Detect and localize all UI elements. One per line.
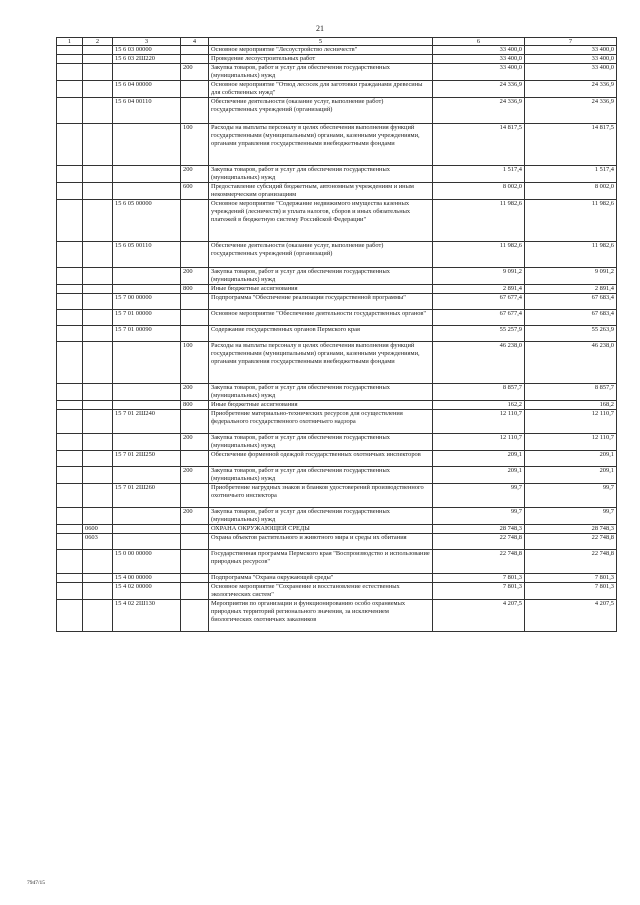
cell-expense-type: 200: [181, 467, 209, 484]
cell-amount-col-7: 46 238,0: [525, 342, 617, 384]
cell-col-1: [57, 583, 83, 600]
cell-amount-col-6: 11 982,6: [433, 200, 525, 242]
cell-amount-col-7: 8 857,7: [525, 384, 617, 401]
cell-description: Иные бюджетные ассигнования: [209, 401, 433, 410]
cell-expense-type: [181, 242, 209, 268]
cell-target-article: 15 6 03 2Ш220: [113, 55, 181, 64]
cell-amount-col-7: 99,7: [525, 484, 617, 508]
cell-amount-col-6: 28 748,3: [433, 525, 525, 534]
cell-expense-type: [181, 98, 209, 124]
table-row: [57, 124, 617, 166]
cell-section-code: [83, 285, 113, 294]
cell-col-1: [57, 285, 83, 294]
cell-section-code: [83, 451, 113, 467]
cell-target-article: 15 6 04 00000: [113, 81, 181, 98]
cell-section-code: [83, 200, 113, 242]
budget-table: [56, 37, 617, 632]
cell-description: Обеспечение деятельности (оказание услуг, выполнение работ) государственных учреждений (организаций): [209, 242, 433, 268]
cell-target-article: [113, 285, 181, 294]
cell-amount-col-6: 162,2: [433, 401, 525, 410]
cell-col-1: [57, 183, 83, 200]
cell-amount-col-7: 209,1: [525, 451, 617, 467]
cell-target-article: 15 6 05 00000: [113, 200, 181, 242]
cell-target-article: [113, 342, 181, 384]
cell-amount-col-7: 7 801,3: [525, 574, 617, 583]
table-row: [57, 55, 617, 64]
cell-description: Основное мероприятие "Отвод лесосек для заготовки гражданами древесины для собственных нужд": [209, 81, 433, 98]
cell-col-1: [57, 268, 83, 285]
cell-description: Мероприятия по организации и функционированию особо охраняемых природных территорий регионального значения, за исключением биологических охотничьих заказников: [209, 600, 433, 632]
cell-expense-type: [181, 525, 209, 534]
column-number-row: [57, 38, 617, 46]
cell-expense-type: 800: [181, 285, 209, 294]
cell-amount-col-6: 99,7: [433, 484, 525, 508]
column-header-1: 1: [57, 38, 83, 46]
cell-expense-type: [181, 574, 209, 583]
cell-amount-col-7: 14 817,5: [525, 124, 617, 166]
cell-section-code: [83, 550, 113, 574]
table-row: [57, 98, 617, 124]
cell-col-1: [57, 384, 83, 401]
cell-description: Приобретение материально-технических ресурсов для осуществления федерального государственного охотничьего надзора: [209, 410, 433, 434]
cell-amount-col-6: 8 002,0: [433, 183, 525, 200]
cell-section-code: [83, 294, 113, 310]
table-row: [57, 583, 617, 600]
cell-col-1: [57, 46, 83, 55]
cell-expense-type: [181, 294, 209, 310]
cell-amount-col-6: 1 517,4: [433, 166, 525, 183]
cell-expense-type: [181, 55, 209, 64]
cell-col-1: [57, 326, 83, 342]
cell-expense-type: [181, 310, 209, 326]
table-row: [57, 81, 617, 98]
cell-section-code: 0603: [83, 534, 113, 550]
cell-amount-col-6: 4 207,5: [433, 600, 525, 632]
cell-amount-col-6: 46 238,0: [433, 342, 525, 384]
cell-target-article: 15 6 03 00000: [113, 46, 181, 55]
cell-amount-col-6: 67 677,4: [433, 294, 525, 310]
cell-amount-col-7: 33 400,0: [525, 55, 617, 64]
cell-expense-type: [181, 451, 209, 467]
table-row: [57, 484, 617, 508]
cell-section-code: [83, 384, 113, 401]
cell-amount-col-6: 22 748,8: [433, 550, 525, 574]
cell-section-code: [83, 342, 113, 384]
cell-section-code: [83, 401, 113, 410]
cell-section-code: [83, 583, 113, 600]
cell-col-1: [57, 242, 83, 268]
cell-col-1: [57, 508, 83, 525]
cell-amount-col-7: 99,7: [525, 508, 617, 525]
cell-expense-type: 600: [181, 183, 209, 200]
cell-description: Основное мероприятие "Обеспечение деятельности государственных органов": [209, 310, 433, 326]
cell-amount-col-7: 9 091,2: [525, 268, 617, 285]
cell-expense-type: [181, 484, 209, 508]
table-row: [57, 600, 617, 632]
cell-amount-col-6: 33 400,0: [433, 64, 525, 81]
cell-target-article: [113, 401, 181, 410]
cell-description: Охрана объектов растительного и животного мира и среды их обитания: [209, 534, 433, 550]
table-row: [57, 467, 617, 484]
cell-expense-type: [181, 410, 209, 434]
column-header-3: 3: [113, 38, 181, 46]
table-row: [57, 525, 617, 534]
cell-col-1: [57, 64, 83, 81]
cell-expense-type: [181, 81, 209, 98]
cell-col-1: [57, 434, 83, 451]
cell-expense-type: [181, 326, 209, 342]
cell-col-1: [57, 484, 83, 508]
cell-amount-col-7: 209,1: [525, 467, 617, 484]
cell-expense-type: [181, 534, 209, 550]
cell-expense-type: [181, 600, 209, 632]
cell-expense-type: 100: [181, 342, 209, 384]
cell-target-article: 15 7 01 00000: [113, 310, 181, 326]
cell-target-article: [113, 183, 181, 200]
cell-section-code: [83, 434, 113, 451]
table-row: [57, 242, 617, 268]
cell-amount-col-7: 168,2: [525, 401, 617, 410]
cell-col-1: [57, 534, 83, 550]
footer-code: 7947/15: [27, 880, 46, 886]
cell-target-article: [113, 384, 181, 401]
column-header-7: 7: [525, 38, 617, 46]
cell-amount-col-6: 7 801,3: [433, 574, 525, 583]
cell-target-article: 15 6 05 00110: [113, 242, 181, 268]
cell-col-1: [57, 550, 83, 574]
cell-amount-col-7: 67 683,4: [525, 294, 617, 310]
cell-amount-col-7: 33 400,0: [525, 64, 617, 81]
column-header-6: 6: [433, 38, 525, 46]
cell-expense-type: 100: [181, 124, 209, 166]
cell-description: Приобретение нагрудных знаков и бланков удостоверений производственного охотничьего инспектора: [209, 484, 433, 508]
cell-amount-col-6: 99,7: [433, 508, 525, 525]
cell-description: Предоставление субсидий бюджетным, автономным учреждениям и иным некоммерческим организациям: [209, 183, 433, 200]
cell-amount-col-6: 2 891,4: [433, 285, 525, 294]
cell-amount-col-6: 22 748,8: [433, 534, 525, 550]
cell-target-article: 15 4 00 00000: [113, 574, 181, 583]
cell-amount-col-6: 33 400,0: [433, 55, 525, 64]
cell-target-article: [113, 268, 181, 285]
cell-expense-type: 200: [181, 268, 209, 285]
table-row: [57, 326, 617, 342]
cell-amount-col-6: 8 857,7: [433, 384, 525, 401]
cell-col-1: [57, 342, 83, 384]
cell-target-article: [113, 467, 181, 484]
cell-col-1: [57, 200, 83, 242]
cell-col-1: [57, 98, 83, 124]
cell-section-code: [83, 242, 113, 268]
cell-expense-type: [181, 46, 209, 55]
cell-description: Закупка товаров, работ и услуг для обеспечения государственных (муниципальных) нужд: [209, 508, 433, 525]
cell-description: Закупка товаров, работ и услуг для обеспечения государственных (муниципальных) нужд: [209, 268, 433, 285]
cell-target-article: 15 4 02 00000: [113, 583, 181, 600]
cell-target-article: 15 6 04 00110: [113, 98, 181, 124]
cell-amount-col-7: 33 400,0: [525, 46, 617, 55]
cell-expense-type: 800: [181, 401, 209, 410]
table-row: [57, 183, 617, 200]
cell-amount-col-7: 4 207,5: [525, 600, 617, 632]
cell-expense-type: 200: [181, 384, 209, 401]
cell-section-code: 0600: [83, 525, 113, 534]
cell-col-1: [57, 467, 83, 484]
cell-amount-col-6: 33 400,0: [433, 46, 525, 55]
table-row: [57, 342, 617, 384]
table-row: [57, 200, 617, 242]
cell-amount-col-6: 24 336,9: [433, 98, 525, 124]
cell-description: Закупка товаров, работ и услуг для обеспечения государственных (муниципальных) нужд: [209, 166, 433, 183]
cell-section-code: [83, 574, 113, 583]
cell-target-article: 15 4 02 2Ш130: [113, 600, 181, 632]
cell-amount-col-6: 12 110,7: [433, 410, 525, 434]
table-row: [57, 401, 617, 410]
cell-target-article: [113, 508, 181, 525]
cell-target-article: 15 7 00 00000: [113, 294, 181, 310]
cell-amount-col-7: 11 982,6: [525, 242, 617, 268]
cell-description: Расходы на выплаты персоналу в целях обеспечения выполнения функций государственными (муниципальными) органами, казенными учреждениями, органами управления государственными внебюджетными фондами: [209, 342, 433, 384]
cell-section-code: [83, 183, 113, 200]
cell-amount-col-7: 28 748,3: [525, 525, 617, 534]
cell-col-1: [57, 451, 83, 467]
cell-amount-col-6: 209,1: [433, 451, 525, 467]
cell-section-code: [83, 467, 113, 484]
cell-amount-col-7: 2 891,4: [525, 285, 617, 294]
table-row: [57, 410, 617, 434]
cell-section-code: [83, 166, 113, 183]
cell-col-1: [57, 124, 83, 166]
cell-target-article: [113, 525, 181, 534]
cell-expense-type: 200: [181, 166, 209, 183]
cell-target-article: 15 7 01 2Ш250: [113, 451, 181, 467]
cell-section-code: [83, 326, 113, 342]
cell-description: Расходы на выплаты персоналу в целях обеспечения выполнения функций государственными (муниципальными) органами, казенными учреждениями, органами управления государственными внебюджетными фондами: [209, 124, 433, 166]
cell-amount-col-7: 22 748,8: [525, 550, 617, 574]
cell-amount-col-6: 9 091,2: [433, 268, 525, 285]
table-row: [57, 46, 617, 55]
cell-amount-col-6: 12 110,7: [433, 434, 525, 451]
table-row: [57, 451, 617, 467]
column-header-5: 5: [209, 38, 433, 46]
cell-amount-col-6: 24 336,9: [433, 81, 525, 98]
cell-description: Иные бюджетные ассигнования: [209, 285, 433, 294]
table-row: [57, 574, 617, 583]
table-row: [57, 550, 617, 574]
cell-description: Обеспечение деятельности (оказание услуг, выполнение работ) государственных учреждений (организаций): [209, 98, 433, 124]
cell-amount-col-6: 7 801,3: [433, 583, 525, 600]
cell-target-article: [113, 434, 181, 451]
cell-expense-type: [181, 550, 209, 574]
cell-description: Обеспечение форменной одеждой государственных охотничьих инспекторов: [209, 451, 433, 467]
cell-target-article: [113, 64, 181, 81]
cell-col-1: [57, 525, 83, 534]
cell-description: Основное мероприятие "Лесоустройство лесничеств": [209, 46, 433, 55]
cell-col-1: [57, 410, 83, 434]
cell-amount-col-7: 55 263,9: [525, 326, 617, 342]
cell-section-code: [83, 98, 113, 124]
cell-amount-col-6: 14 817,5: [433, 124, 525, 166]
table-row: [57, 166, 617, 183]
cell-target-article: 15 7 01 00090: [113, 326, 181, 342]
cell-description: Основное мероприятие "Сохранение и восстановление естественных экологических систем": [209, 583, 433, 600]
cell-amount-col-7: 12 110,7: [525, 410, 617, 434]
cell-expense-type: [181, 583, 209, 600]
cell-section-code: [83, 484, 113, 508]
cell-section-code: [83, 124, 113, 166]
cell-amount-col-6: 67 677,4: [433, 310, 525, 326]
cell-target-article: [113, 124, 181, 166]
cell-expense-type: [181, 200, 209, 242]
cell-amount-col-7: 24 336,9: [525, 98, 617, 124]
cell-description: Подпрограмма "Обеспечение реализации государственной программы": [209, 294, 433, 310]
cell-expense-type: 200: [181, 64, 209, 81]
cell-col-1: [57, 600, 83, 632]
cell-amount-col-7: 24 336,9: [525, 81, 617, 98]
column-header-2: 2: [83, 38, 113, 46]
cell-target-article: [113, 534, 181, 550]
cell-expense-type: 200: [181, 508, 209, 525]
cell-amount-col-7: 22 748,8: [525, 534, 617, 550]
cell-description: Закупка товаров, работ и услуг для обеспечения государственных (муниципальных) нужд: [209, 384, 433, 401]
table-row: [57, 64, 617, 81]
cell-col-1: [57, 55, 83, 64]
cell-section-code: [83, 508, 113, 525]
table-row: [57, 294, 617, 310]
page-number: 21: [316, 24, 324, 33]
cell-col-1: [57, 310, 83, 326]
cell-description: ОХРАНА ОКРУЖАЮЩЕЙ СРЕДЫ: [209, 525, 433, 534]
cell-amount-col-6: 209,1: [433, 467, 525, 484]
cell-section-code: [83, 55, 113, 64]
cell-amount-col-7: 12 110,7: [525, 434, 617, 451]
cell-amount-col-7: 11 982,6: [525, 200, 617, 242]
cell-amount-col-7: 67 683,4: [525, 310, 617, 326]
cell-target-article: [113, 166, 181, 183]
cell-description: Закупка товаров, работ и услуг для обеспечения государственных (муниципальных) нужд: [209, 434, 433, 451]
table-row: [57, 268, 617, 285]
cell-description: Закупка товаров, работ и услуг для обеспечения государственных (муниципальных) нужд: [209, 64, 433, 81]
table-row: [57, 534, 617, 550]
cell-section-code: [83, 310, 113, 326]
cell-target-article: 15 7 01 2Ш240: [113, 410, 181, 434]
cell-amount-col-6: 55 257,9: [433, 326, 525, 342]
table-row: [57, 434, 617, 451]
cell-description: Содержание государственных органов Пермского края: [209, 326, 433, 342]
column-header-4: 4: [181, 38, 209, 46]
cell-col-1: [57, 294, 83, 310]
cell-section-code: [83, 600, 113, 632]
cell-section-code: [83, 64, 113, 81]
cell-expense-type: 200: [181, 434, 209, 451]
table-row: [57, 384, 617, 401]
cell-col-1: [57, 574, 83, 583]
cell-description: Подпрограмма "Охрана окружающей среды": [209, 574, 433, 583]
cell-amount-col-7: 1 517,4: [525, 166, 617, 183]
cell-section-code: [83, 46, 113, 55]
cell-col-1: [57, 166, 83, 183]
table-row: [57, 508, 617, 525]
cell-col-1: [57, 401, 83, 410]
cell-description: Государственная программа Пермского края "Воспроизводство и использование природных ресурсов": [209, 550, 433, 574]
cell-description: Проведение лесоустроительных работ: [209, 55, 433, 64]
cell-section-code: [83, 268, 113, 285]
cell-section-code: [83, 410, 113, 434]
cell-description: Основное мероприятие "Содержание недвижимого имущества казенных учреждений (лесничеств) и уплата налогов, сборов и иных обязательных платежей в бюджетную систему Российской Федерации": [209, 200, 433, 242]
cell-amount-col-7: 8 002,0: [525, 183, 617, 200]
cell-col-1: [57, 81, 83, 98]
cell-amount-col-6: 11 982,6: [433, 242, 525, 268]
cell-amount-col-7: 7 801,3: [525, 583, 617, 600]
table-row: [57, 285, 617, 294]
cell-target-article: 15 7 01 2Ш260: [113, 484, 181, 508]
table-row: [57, 310, 617, 326]
cell-description: Закупка товаров, работ и услуг для обеспечения государственных (муниципальных) нужд: [209, 467, 433, 484]
cell-target-article: 15 0 00 00000: [113, 550, 181, 574]
cell-section-code: [83, 81, 113, 98]
